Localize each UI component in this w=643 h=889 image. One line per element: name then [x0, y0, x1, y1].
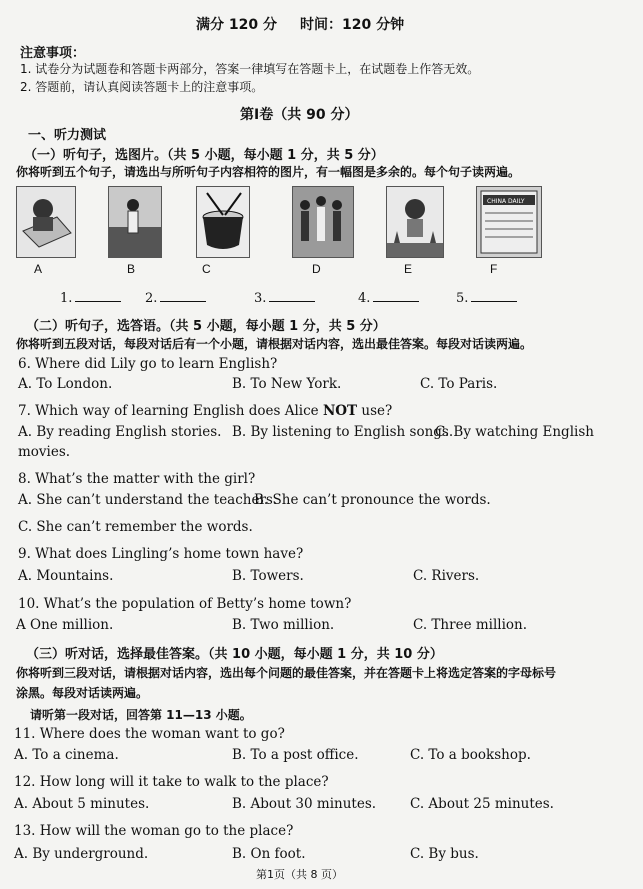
picture-letter-b: B	[127, 262, 136, 276]
answer-blank-5: 5.	[456, 289, 517, 306]
q13-option-c: C. By bus.	[410, 846, 479, 862]
picture-letter-d: D	[312, 262, 321, 276]
q9-option-c: C. Rivers.	[413, 568, 480, 584]
girl-by-sea-icon	[108, 186, 162, 258]
part2-title: （二）听句子，选答语。（共 5 小题，每小题 1 分，共 5 分）	[26, 319, 386, 334]
part3-instructions-line1: 你将听到三段对话，请根据对话内容，选出每个问题的最佳答案，并在答题卡上将选定答案的字母标号	[16, 666, 557, 680]
boy-reading-book-icon	[16, 186, 76, 258]
total-score: 满分 120 分	[196, 17, 277, 33]
dialog1-instructions: 请听第一段对话，回答第 11—13 小题。	[30, 708, 252, 722]
q9-option-a: A. Mountains.	[18, 568, 114, 584]
answer-blank-1: 1.	[60, 289, 121, 306]
answer-blank-3: 3.	[254, 289, 315, 306]
q10-option-c: C. Three million.	[413, 617, 528, 633]
question-6: 6. Where did Lily go to learn English?	[18, 356, 278, 372]
picture-letter-f: F	[490, 262, 498, 276]
q11-option-a: A. To a cinema.	[14, 747, 119, 763]
picture-letter-e: E	[404, 262, 413, 276]
newspaper-icon	[476, 186, 542, 258]
notes-item-2: 2. 答题前，请认真阅读答题卡上的注意事项。	[20, 80, 264, 94]
notes-item-1: 1. 试卷分为试题卷和答题卡两部分，答案一律填写在答题卡上，在试题卷上作答无效。	[20, 62, 480, 76]
question-13: 13. How will the woman go to the place?	[14, 823, 294, 839]
q12-option-a: A. About 5 minutes.	[14, 796, 150, 812]
part2-instructions: 你将听到五段对话，每段对话后有一个小题，请根据对话内容，选出最佳答案。每段对话读两遍。	[16, 337, 533, 351]
q12-option-c: C. About 25 minutes.	[410, 796, 554, 812]
exam-time: 时间：120 分钟	[300, 17, 405, 33]
part3-title: （三）听对话，选择最佳答案。（共 10 小题，每小题 1 分，共 10 分）	[26, 647, 443, 662]
question-8: 8. What’s the matter with the girl?	[18, 471, 256, 487]
answer-blank-4: 4.	[358, 289, 419, 306]
volume-title: 第Ⅰ卷（共 90 分）	[240, 107, 359, 123]
q12-option-b: B. About 30 minutes.	[232, 796, 377, 812]
section-title: 一、听力测试	[28, 128, 107, 143]
q7-option-c: C. By watching English	[435, 424, 594, 440]
q8-option-c: C. She can’t remember the words.	[18, 519, 253, 535]
q10-option-a: A One million.	[16, 617, 114, 633]
picture-letter-a: A	[34, 262, 43, 276]
boy-in-garden-icon	[386, 186, 444, 258]
q9-option-b: B. Towers.	[232, 568, 304, 584]
question-10: 10. What’s the population of Betty’s home town?	[18, 596, 352, 612]
q8-option-a: A. She can’t understand the teachers.	[18, 492, 278, 508]
question-9: 9. What does Lingling’s home town have?	[18, 546, 304, 562]
part3-instructions-line2: 涂黑。每段对话读两遍。	[16, 686, 149, 700]
group-of-children-icon	[292, 186, 354, 258]
picture-letter-c: C	[202, 262, 211, 276]
part1-title: （一）听句子，选图片。（共 5 小题，每小题 1 分，共 5 分）	[24, 148, 384, 163]
drum-icon	[196, 186, 250, 258]
q7-option-c-continued: movies.	[18, 444, 71, 460]
q7-option-a: A. By reading English stories.	[18, 424, 222, 440]
q11-option-b: B. To a post office.	[232, 747, 359, 763]
newspaper-label: CHINA DAILY	[487, 198, 525, 205]
question-7: 7. Which way of learning English does Alice NOT use?	[18, 403, 393, 419]
q11-option-c: C. To a bookshop.	[410, 747, 531, 763]
q6-option-a: A. To London.	[18, 376, 113, 392]
part1-instructions: 你将听到五个句子，请选出与所听句子内容相符的图片，有一幅图是多余的。每个句子读两遍。	[16, 165, 521, 179]
q8-option-b: B. She can’t pronounce the words.	[254, 492, 491, 508]
q13-option-b: B. On foot.	[232, 846, 306, 862]
page-footer: 第1页（共 8 页）	[256, 868, 343, 881]
answer-blank-2: 2.	[145, 289, 206, 306]
q6-option-b: B. To New York.	[232, 376, 342, 392]
notes-title: 注意事项：	[20, 46, 86, 61]
q10-option-b: B. Two million.	[232, 617, 335, 633]
question-12: 12. How long will it take to walk to the place?	[14, 774, 329, 790]
q13-option-a: A. By underground.	[14, 846, 149, 862]
q6-option-c: C. To Paris.	[420, 376, 498, 392]
question-11: 11. Where does the woman want to go?	[14, 726, 285, 742]
q7-option-b: B. By listening to English songs.	[232, 424, 454, 440]
